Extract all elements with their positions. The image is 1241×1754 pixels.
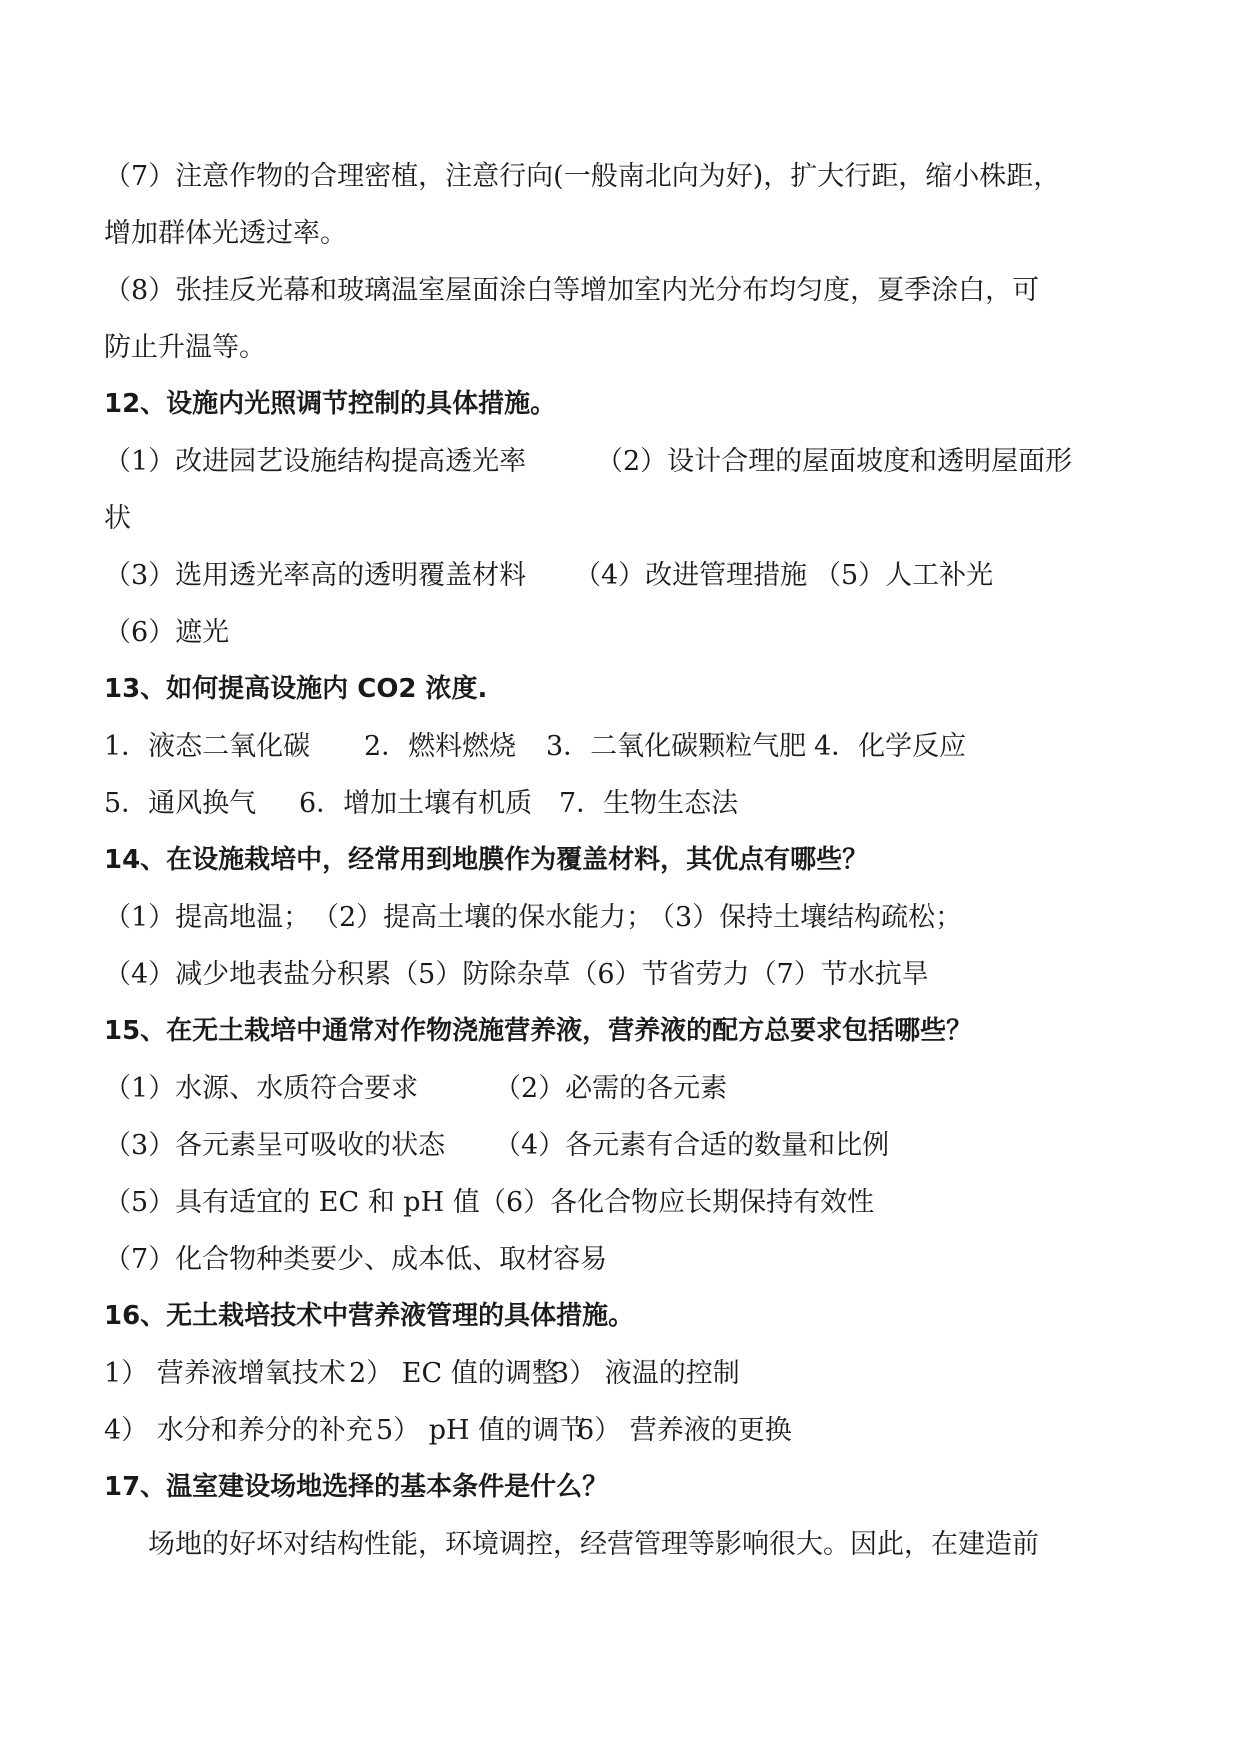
question-12-row-1 <box>104 433 1114 490</box>
question-15-row-2 <box>104 1117 1114 1174</box>
question-13-row-1 <box>104 718 1114 775</box>
list-item: 6．增加土壤有机质 <box>299 788 533 819</box>
list-item: 1） 营养液增氧技术 <box>104 1358 346 1389</box>
list-item: 状 <box>104 503 131 534</box>
list-item: （4）减少地表盐分积累 <box>104 959 392 990</box>
list-item: （5）防除杂草 <box>391 959 571 990</box>
list-item: （1）改进园艺设施结构提高透光率 <box>104 446 527 477</box>
question-14-heading: 14、在设施栽培中，经常用到地膜作为覆盖材料，其优点有哪些？ <box>104 845 869 875</box>
list-item: （4）各元素有合适的数量和比例 <box>494 1130 890 1161</box>
question-17-heading: 17、温室建设场地选择的基本条件是什么？ <box>104 1472 609 1502</box>
question-15-row-3 <box>104 1174 1114 1231</box>
list-item: 4．化学反应 <box>814 731 967 762</box>
list-item: 2） EC 值的调整 <box>349 1358 559 1389</box>
question-12-row-3 <box>104 547 1114 604</box>
list-item: （6）各化合物应长期保持有效性 <box>479 1187 875 1218</box>
list-item: （1）水源、水质符合要求 <box>104 1073 419 1104</box>
list-item: （6）遮光 <box>104 617 230 648</box>
paragraph-8-line-2: 防止升温等。 <box>104 332 266 363</box>
paragraph-7-line-1: （7）注意作物的合理密植，注意行向(一般南北向为好)，扩大行距，缩小株距， <box>104 161 1061 192</box>
question-16-row-2 <box>104 1402 1114 1459</box>
list-item: （2）提高土壤的保水能力； <box>312 902 654 933</box>
list-item: 3．二氧化碳颗粒气肥 <box>546 731 807 762</box>
list-item: 5） pH 值的调节 <box>376 1415 587 1446</box>
question-13-row-2 <box>104 775 1114 832</box>
question-17-text: 场地的好坏对结构性能，环境调控，经营管理等影响很大。因此，在建造前 <box>148 1529 1039 1560</box>
list-item: （5）人工补光 <box>814 560 994 591</box>
list-item: （5）具有适宜的 EC 和 pH 值 <box>104 1187 480 1218</box>
list-item: 3） 液温的控制 <box>552 1358 740 1389</box>
paragraph-8-line-1: （8）张挂反光幕和玻璃温室屋面涂白等增加室内光分布均匀度，夏季涂白，可 <box>104 275 1040 306</box>
list-item: （3）选用透光率高的透明覆盖材料 <box>104 560 527 591</box>
list-item: 6） 营养液的更换 <box>577 1415 792 1446</box>
document-body <box>104 148 1114 1573</box>
question-14-row-1 <box>104 889 1114 946</box>
question-13-heading: 13、如何提高设施内 CO2 浓度. <box>104 674 488 704</box>
list-item: （7）节水抗旱 <box>749 959 929 990</box>
question-15-heading: 15、在无土栽培中通常对作物浇施营养液，营养液的配方总要求包括哪些？ <box>104 1016 973 1046</box>
list-item: （1）提高地温； <box>104 902 311 933</box>
list-item: （2）设计合理的屋面坡度和透明屋面形 <box>596 446 1073 477</box>
list-item: 5．通风换气 <box>104 788 257 819</box>
list-item: （4）改进管理措施 <box>574 560 808 591</box>
paragraph-7-line-2: 增加群体光透过率。 <box>104 218 347 249</box>
list-item: （2）必需的各元素 <box>494 1073 728 1104</box>
question-12-heading: 12、设施内光照调节控制的具体措施。 <box>104 389 557 419</box>
list-item: （6）节省劳力 <box>570 959 750 990</box>
list-item: 7．生物生态法 <box>559 788 739 819</box>
question-15-row-1 <box>104 1060 1114 1117</box>
list-item: 4） 水分和养分的补充 <box>104 1415 373 1446</box>
list-item: 1．液态二氧化碳 <box>104 731 311 762</box>
question-16-heading: 16、无土栽培技术中营养液管理的具体措施。 <box>104 1301 635 1331</box>
list-item: 2．燃料燃烧 <box>364 731 517 762</box>
list-item: （3）各元素呈可吸收的状态 <box>104 1130 446 1161</box>
question-16-row-1 <box>104 1345 1114 1402</box>
list-item: （3）保持土壤结构疏松； <box>648 902 963 933</box>
question-14-row-2 <box>104 946 1114 1003</box>
list-item: （7）化合物种类要少、成本低、取材容易 <box>104 1244 608 1275</box>
